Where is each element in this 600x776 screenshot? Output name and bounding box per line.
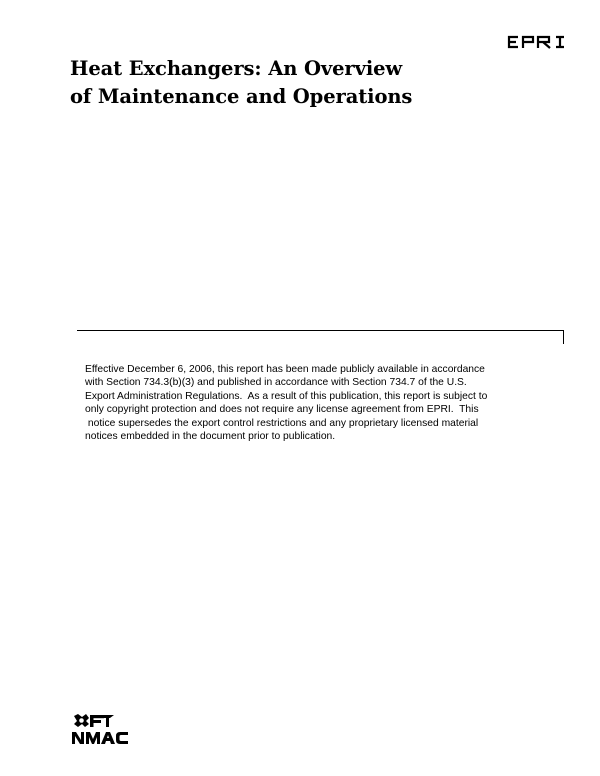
epri-logo [506, 34, 568, 50]
notice-line: notice supersedes the export control restrictions and any proprietary licensed material [85, 417, 479, 429]
section-divider [77, 330, 564, 344]
title-line-1: Heat Exchangers: An Overview [70, 57, 403, 80]
notice-line: Export Administration Regulations. As a result of this publication, this report is subject to [85, 390, 488, 402]
document-title [70, 55, 412, 111]
title-line-2: of Maintenance and Operations [70, 85, 413, 108]
availability-notice [85, 363, 555, 443]
notice-line: only copyright protection and does not require any license agreement from EPRI. This [85, 404, 479, 416]
notice-line: notices embedded in the document prior to publication. [85, 431, 336, 443]
notice-line: Effective December 6, 2006, this report has been made publicly available in accordance [85, 364, 485, 375]
notice-line: with Section 734.3(b)(3) and published in accordance with Section 734.7 of the U.S. [85, 377, 467, 389]
nmac-logo [70, 712, 132, 746]
